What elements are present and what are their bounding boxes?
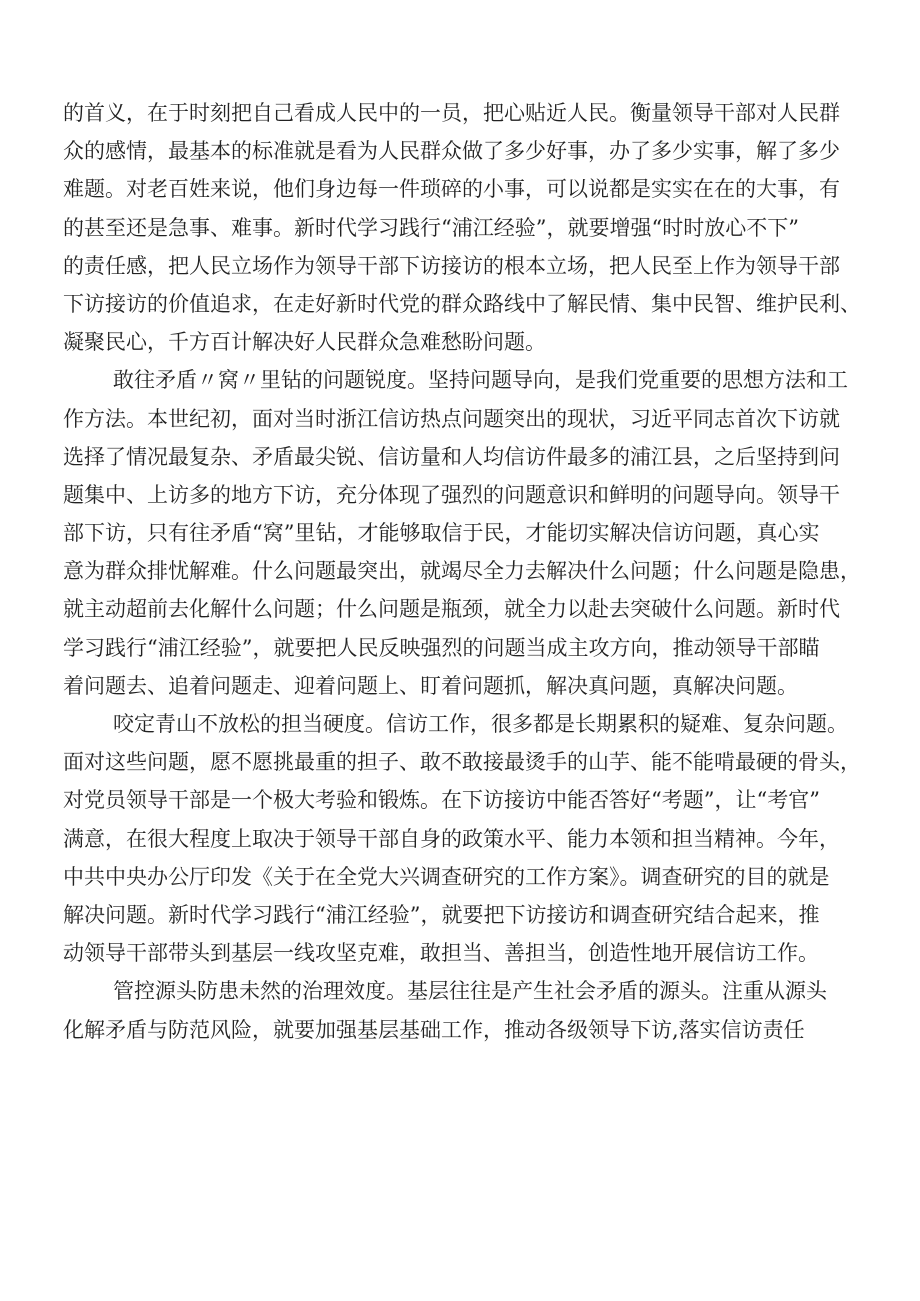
paragraph-intro-continuation	[63, 94, 893, 361]
text-line: 解决问题。新时代学习践行“浦江经验”，就要把下访接访和调查研究结合起来，推	[63, 902, 820, 927]
paragraph-responsibility	[63, 705, 893, 972]
text-line: 咬定青山不放松的担当硬度。信访工作，很多都是长期累积的疑难、复杂问题。	[113, 712, 848, 736]
text-line: 的甚至还是急事、难事。新时代学习践行“浦江经验”，就要增强“时时放心不下”	[63, 215, 799, 240]
text-line: 下访接访的价值追求，在走好新时代党的群众路线中了解民情、集中民智、维护民利、	[63, 291, 861, 316]
text-line: 学习践行“浦江经验”，就要把人民反映强烈的问题当成主攻方向，推动领导干部瞄	[63, 635, 820, 660]
text-line: 凝聚民心，千方百计解决好人民群众急难愁盼问题。	[63, 330, 546, 355]
text-line: 面对这些问题，愿不愿挑最重的担子、敢不敢接最烫手的山芋、能不能啃最硬的骨头，	[63, 750, 861, 775]
text-line: 中共中央办公厅印发《关于在全党大兴调查研究的工作方案》。调查研究的目的就是	[63, 864, 830, 889]
text-line: 化解矛盾与防范风险，就要加强基层基础工作，推动各级领导下访,落实信访责任	[63, 1017, 805, 1042]
text-line: 部下访，只有往矛盾“窝”里钻，才能够取信于民，才能切实解决信访问题，真心实	[63, 521, 820, 546]
text-line: 选择了情况最复杂、矛盾最尖锐、信访量和人均信访件最多的浦江县，之后坚持到问	[63, 444, 840, 469]
text-line: 就主动超前去化解什么问题；什么问题是瓶颈，就全力以赴去突破什么问题。新时代	[63, 597, 840, 622]
text-line: 的首义，在于时刻把自己看成人民中的一员，把心贴近人民。衡量领导干部对人民群	[63, 101, 840, 125]
text-line: 题集中、上访多的地方下访，充分体现了强烈的问题意识和鲜明的问题导向。领导干	[63, 482, 840, 507]
text-line: 对党员领导干部是一个极大考验和锻炼。在下访接访中能否答好“考题”，让“考官”	[63, 788, 820, 813]
text-line: 满意，在很大程度上取决于领导干部自身的政策水平、能力本领和担当精神。今年，	[63, 826, 840, 851]
text-line: 着问题去、追着问题走、迎着问题上、盯着问题抓，解决真问题，真解决问题。	[63, 673, 798, 698]
text-line: 意为群众排忧解难。什么问题最突出，就竭尽全力去解决什么问题；什么问题是隐患，	[63, 559, 861, 584]
body-text	[63, 94, 893, 1049]
paragraph-governance	[63, 972, 893, 1048]
paragraph-problem-orientation	[63, 361, 893, 705]
text-line: 众的感情，最基本的标准就是看为人民群众做了多少好事，办了多少实事，解了多少	[63, 139, 840, 164]
text-line: 难题。对老百姓来说，他们身边每一件琐碎的小事，可以说都是实实在在的大事，有	[63, 177, 840, 202]
text-line: 敢往矛盾〃窝〃里钻的问题锐度。坚持问题导向，是我们党重要的思想方法和工	[113, 368, 848, 393]
text-line: 动领导干部带头到基层一线攻坚克难，敢担当、善担当，创造性地开展信访工作。	[63, 941, 819, 966]
text-line: 的责任感，把人民立场作为领导干部下访接访的根本立场，把人民至上作为领导干部	[63, 253, 840, 278]
text-line: 管控源头防患未然的治理效度。基层往往是产生社会矛盾的源头。注重从源头	[113, 979, 827, 1004]
text-line: 作方法。本世纪初，面对当时浙江信访热点问题突出的现状，习近平同志首次下访就	[63, 406, 840, 431]
